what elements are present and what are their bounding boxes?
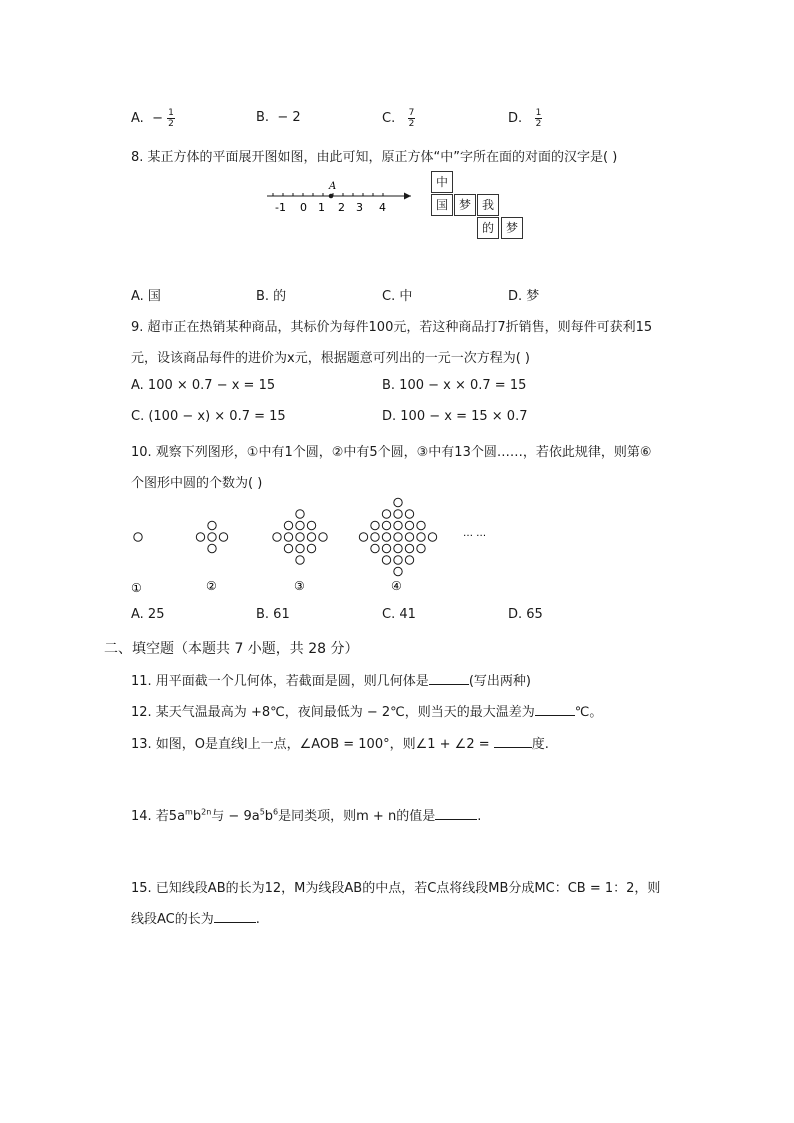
answer-blank (535, 703, 575, 716)
q15-line2: 线段AC的长为 . (131, 912, 260, 927)
net-cell: 梦 (501, 217, 523, 239)
q8-option-c: C. 中 (382, 289, 413, 304)
q12: 12. 某天气温最高为 +8℃，夜间最低为 − 2℃，则当天的最大温差为 ℃。 (131, 705, 603, 720)
section-heading: 二、填空题（本题共 7 小题，共 28 分） (104, 641, 359, 657)
figure-label: ① (131, 581, 142, 595)
pattern-circle (296, 533, 304, 541)
tick-label: 0 (300, 201, 307, 214)
pattern-circle (208, 533, 216, 541)
q9-option-d: D. 100 − x = 15 × 0.7 (382, 409, 528, 424)
pattern-circle (417, 544, 425, 552)
answer-blank (494, 735, 532, 748)
q8-stem: 8. 某正方体的平面展开图如图，由此可知，原正方体“中”字所在面的对面的汉字是( ) (131, 150, 618, 165)
point-a-label: A (329, 181, 337, 192)
q9-option-c: C. (100 − x) × 0.7 = 15 (131, 409, 286, 424)
net-cell: 梦 (454, 194, 476, 216)
net-cell: 我 (477, 194, 499, 216)
pattern-circle (405, 544, 413, 552)
pattern-circle (394, 556, 402, 564)
net-cell: 中 (431, 171, 453, 193)
pattern-circle (296, 521, 304, 529)
ellipsis: … … (463, 528, 487, 539)
q7-option-c: C. $\frac{7}{2}$ (382, 108, 415, 129)
pattern-circle (405, 556, 413, 564)
pattern-circle (208, 544, 216, 552)
q10-option-b: B. 61 (256, 607, 290, 622)
q14: 14. 若$5a^mb^{2n}$与 − $9a^5b^6$是同类项，则m + n的值是 . (131, 807, 482, 824)
pattern-circle (394, 567, 402, 575)
pattern-circle (284, 521, 292, 529)
figure-label: ② (206, 579, 217, 593)
q10-stem-line1: 10. 观察下列图形，①中有1个圆，②中有5个圆，③中有13个圆……，若依此规律，则第⑥ (131, 445, 652, 460)
tick-label: 4 (379, 201, 386, 214)
answer-blank (429, 672, 469, 685)
q9-stem-line1: 9. 超市正在热销某种商品，其标价为每件100元，若这种商品打7折销售，则每件可获利15 (131, 320, 653, 335)
tick-label: 2 (338, 201, 345, 214)
pattern-circle (394, 533, 402, 541)
pattern-circle (273, 533, 281, 541)
pattern-circle (405, 533, 413, 541)
pattern-circle (382, 533, 390, 541)
pattern-circle (382, 521, 390, 529)
pattern-circle (371, 544, 379, 552)
net-cell: 国 (431, 194, 453, 216)
pattern-circle (284, 533, 292, 541)
pattern-circle (405, 521, 413, 529)
pattern-circle (296, 556, 304, 564)
q10-option-d: D. 65 (508, 607, 543, 622)
fraction: $\frac{7}{2}$ (408, 108, 415, 129)
pattern-circle (307, 533, 315, 541)
q9-option-a: A. 100 × 0.7 − x = 15 (131, 378, 276, 393)
pattern-circle (394, 510, 402, 518)
pattern-circle (394, 498, 402, 506)
fraction: $\frac{1}{2}$ (535, 108, 542, 129)
pattern-circle (296, 510, 304, 518)
answer-blank (435, 807, 477, 820)
pattern-circle (307, 521, 315, 529)
tick-label: 3 (356, 201, 363, 214)
q15-line1: 15. 已知线段AB的长为12，M为线段AB的中点，若C点将线段MB分成MC：CB = 1：2，则 (131, 881, 661, 896)
pattern-circle (284, 544, 292, 552)
q7-option-d: D. $\frac{1}{2}$ (508, 108, 542, 129)
q9-option-b: B. 100 − x × 0.7 = 15 (382, 378, 527, 393)
circle-pattern-figure (128, 492, 498, 598)
q8-option-b: B. 的 (256, 289, 287, 304)
figure-label: ③ (294, 579, 305, 593)
q11: 11. 用平面截一个几何体，若截面是圆，则几何体是 (写出两种) (131, 674, 531, 689)
pattern-circle (428, 533, 436, 541)
point-a (329, 194, 334, 199)
pattern-circle (394, 544, 402, 552)
q10-stem-line2: 个图形中圆的个数为( ) (131, 476, 263, 491)
pattern-circle (394, 521, 402, 529)
tick-label: 1 (318, 201, 325, 214)
tick-label: -1 (275, 201, 286, 214)
q10-option-a: A. 25 (131, 607, 165, 622)
pattern-circle (196, 533, 204, 541)
q7-option-a: A. − $\frac{1}{2}$ (131, 108, 174, 129)
q8-option-d: D. 梦 (508, 289, 540, 304)
pattern-circle (417, 521, 425, 529)
figure-label: ④ (391, 579, 402, 593)
pattern-circle (208, 521, 216, 529)
pattern-circle (296, 544, 304, 552)
pattern-circle (417, 533, 425, 541)
pattern-circle (405, 510, 413, 518)
fraction: $\frac{1}{2}$ (168, 108, 174, 129)
pattern-circle (382, 510, 390, 518)
q10-option-c: C. 41 (382, 607, 416, 622)
pattern-circle (359, 533, 367, 541)
pattern-circle (371, 533, 379, 541)
q13: 13. 如图，O是直线l上一点，∠AOB = 100°，则∠1 + ∠2 = 度. (131, 737, 549, 752)
q7-option-b: B. − 2 (256, 110, 301, 125)
q9-stem-line2: 元，设该商品每件的进价为x元，根据题意可列出的一元一次方程为( ) (131, 351, 530, 366)
pattern-circle (319, 533, 327, 541)
pattern-circle (371, 521, 379, 529)
pattern-circle (307, 544, 315, 552)
answer-blank (214, 910, 256, 923)
q8-option-a: A. 国 (131, 289, 161, 304)
net-cell: 的 (477, 217, 499, 239)
pattern-circle (382, 556, 390, 564)
pattern-circle (382, 544, 390, 552)
pattern-circle (134, 533, 142, 541)
pattern-circle (219, 533, 227, 541)
number-line-figure (265, 176, 415, 216)
